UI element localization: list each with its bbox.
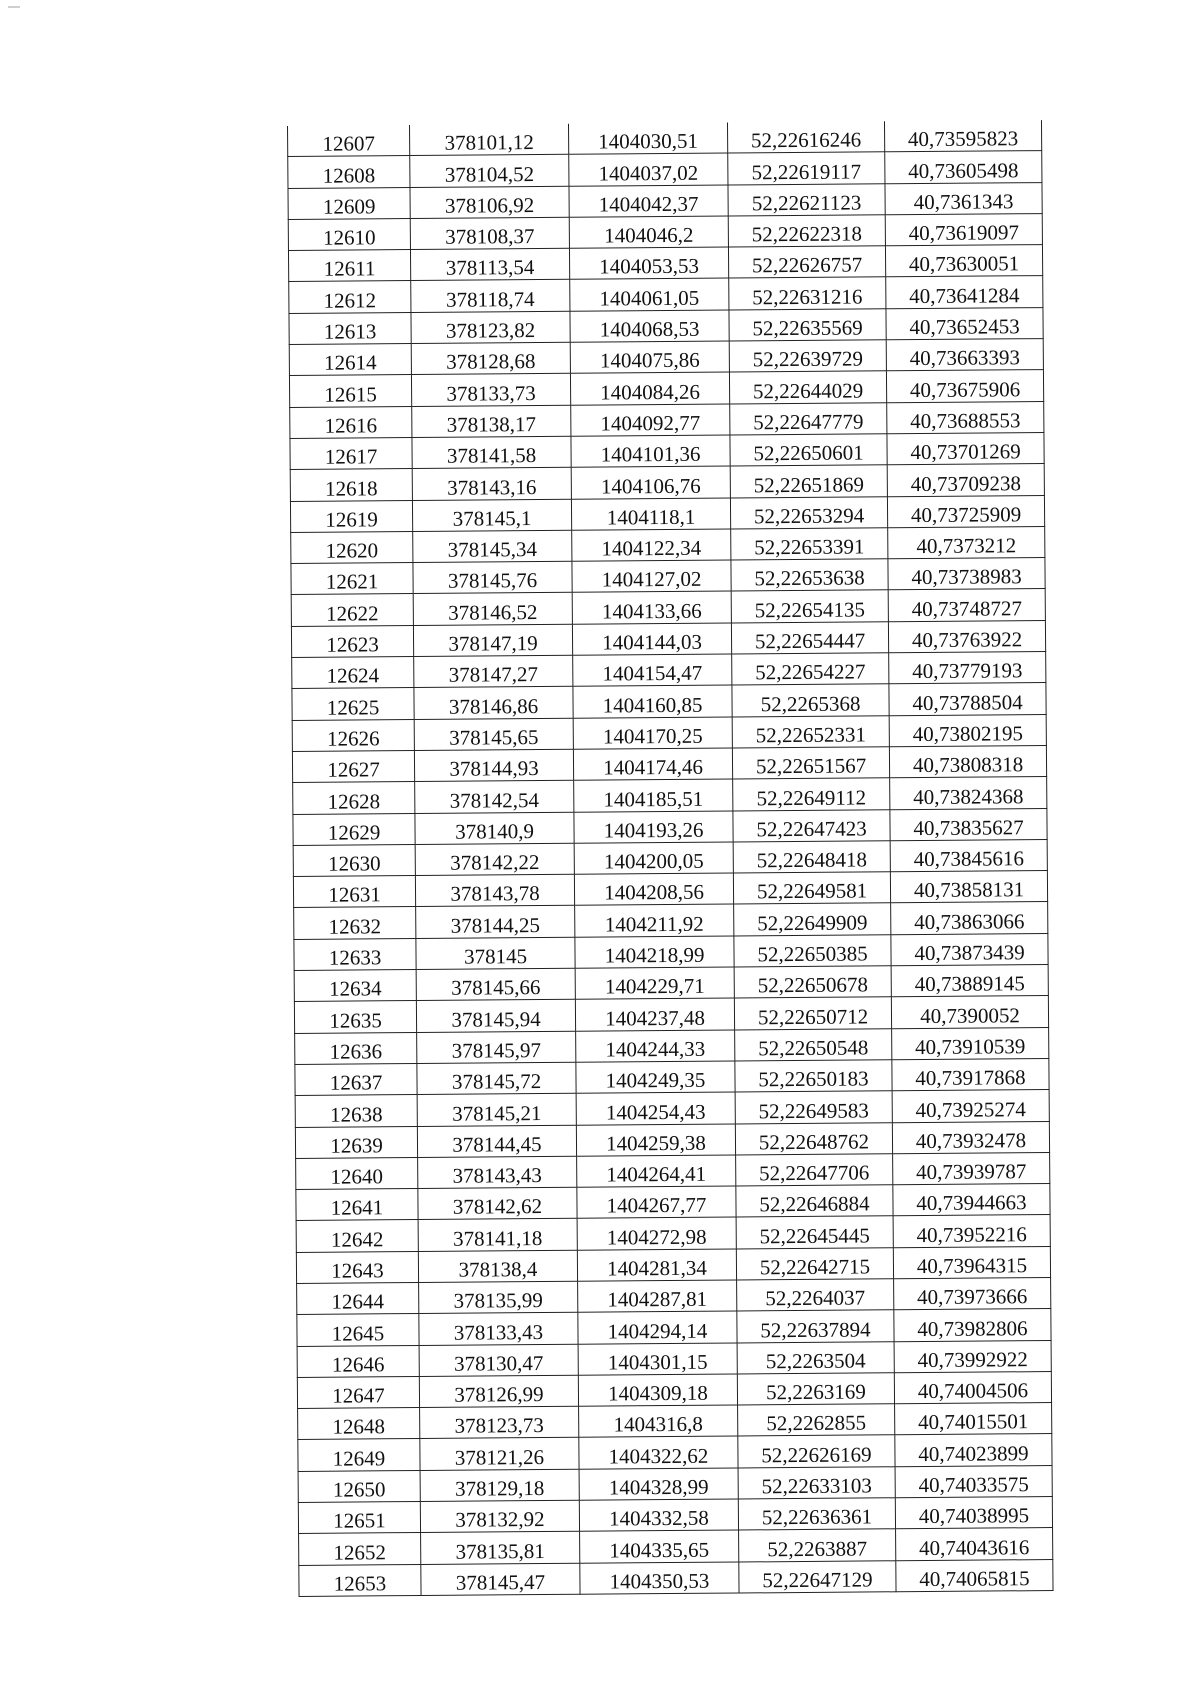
table-row [296, 1184, 1050, 1221]
x-coordinate-cell: 378141,58 [412, 436, 571, 469]
latitude-cell: 52,22651869 [730, 465, 887, 498]
y-coordinate-cell: 1404294,14 [578, 1311, 737, 1344]
x-coordinate-cell: 378130,47 [419, 1344, 578, 1377]
latitude-cell: 52,22646884 [736, 1185, 893, 1218]
y-coordinate-cell: 1404170,25 [573, 717, 732, 750]
table-row [292, 714, 1046, 751]
latitude-cell: 52,22651567 [732, 747, 889, 780]
longitude-cell: 40,73779193 [889, 652, 1046, 685]
y-coordinate-cell: 1404218,99 [575, 936, 734, 969]
table-row [288, 182, 1042, 219]
point-number-cell: 12631 [293, 876, 415, 908]
y-coordinate-cell: 1404174,46 [573, 748, 732, 781]
table-row [291, 620, 1045, 657]
y-coordinate-cell: 1404301,15 [578, 1343, 737, 1376]
point-number-cell: 12641 [296, 1189, 418, 1221]
x-coordinate-cell: 378142,54 [415, 781, 574, 814]
table-row [297, 1371, 1051, 1408]
longitude-cell: 40,73889145 [891, 965, 1048, 998]
point-number-cell: 12621 [291, 563, 413, 595]
longitude-cell: 40,73595823 [884, 120, 1041, 152]
table-row [292, 683, 1046, 720]
x-coordinate-cell: 378143,78 [415, 874, 574, 907]
longitude-cell: 40,73652453 [886, 307, 1043, 340]
latitude-cell: 52,22621123 [728, 183, 885, 216]
latitude-cell: 52,22642715 [736, 1247, 893, 1280]
point-number-cell: 12650 [298, 1470, 420, 1502]
point-number-cell: 12615 [289, 375, 411, 407]
y-coordinate-cell: 1404200,05 [574, 842, 733, 875]
longitude-cell: 40,73863066 [891, 902, 1048, 935]
y-coordinate-cell: 1404037,02 [569, 153, 728, 186]
latitude-cell: 52,2262855 [738, 1404, 895, 1437]
y-coordinate-cell: 1404211,92 [575, 904, 734, 937]
x-coordinate-cell: 378106,92 [410, 186, 569, 219]
latitude-cell: 52,22645445 [736, 1216, 893, 1249]
x-coordinate-cell: 378143,16 [412, 468, 571, 501]
longitude-cell: 40,73808318 [889, 745, 1046, 778]
longitude-cell: 40,73982806 [894, 1309, 1051, 1342]
table-row [297, 1309, 1051, 1346]
y-coordinate-cell: 1404193,26 [574, 811, 733, 844]
table-row [289, 370, 1043, 407]
longitude-cell: 40,74043616 [896, 1528, 1053, 1561]
point-number-cell: 12648 [298, 1408, 420, 1440]
latitude-cell: 52,22626757 [728, 246, 885, 279]
y-coordinate-cell: 1404287,81 [578, 1280, 737, 1313]
y-coordinate-cell: 1404106,76 [571, 466, 730, 499]
table-row [290, 464, 1044, 501]
point-number-cell: 12640 [296, 1157, 418, 1189]
latitude-cell: 52,22654227 [732, 653, 889, 686]
point-number-cell: 12617 [290, 437, 412, 469]
x-coordinate-cell: 378145,47 [421, 1563, 580, 1596]
latitude-cell: 52,22626169 [738, 1435, 895, 1468]
longitude-cell: 40,73992922 [894, 1340, 1051, 1373]
longitude-cell: 40,73788504 [889, 683, 1046, 716]
y-coordinate-cell: 1404046,2 [569, 216, 728, 249]
x-coordinate-cell: 378113,54 [410, 248, 569, 281]
x-coordinate-cell: 378121,26 [420, 1438, 579, 1471]
point-number-cell: 12651 [298, 1502, 420, 1534]
longitude-cell: 40,73802195 [889, 714, 1046, 747]
point-number-cell: 12645 [297, 1314, 419, 1346]
table-row [293, 839, 1047, 876]
point-number-cell: 12623 [291, 625, 413, 657]
table-row [290, 401, 1044, 438]
point-number-cell: 12627 [292, 750, 414, 782]
table-row [291, 526, 1045, 563]
longitude-cell: 40,74033575 [895, 1465, 1052, 1498]
longitude-cell: 40,73663393 [886, 339, 1043, 372]
point-number-cell: 12619 [290, 500, 412, 532]
point-number-cell: 12636 [295, 1032, 417, 1064]
table-row [292, 745, 1046, 782]
latitude-cell: 52,22636361 [738, 1498, 895, 1531]
longitude-cell: 40,73932478 [892, 1121, 1049, 1154]
x-coordinate-cell: 378128,68 [411, 342, 570, 375]
x-coordinate-cell: 378118,74 [411, 280, 570, 313]
longitude-cell: 40,73845616 [890, 839, 1047, 872]
y-coordinate-cell: 1404101,36 [571, 435, 730, 468]
table-row [295, 1090, 1049, 1127]
y-coordinate-cell: 1404185,51 [574, 779, 733, 812]
y-coordinate-cell: 1404068,53 [570, 310, 729, 343]
latitude-cell: 52,2263887 [739, 1529, 896, 1562]
point-number-cell: 12633 [294, 938, 416, 970]
point-number-cell: 12630 [293, 844, 415, 876]
point-number-cell: 12635 [294, 1001, 416, 1033]
longitude-cell: 40,73605498 [885, 151, 1042, 184]
longitude-cell: 40,7390052 [891, 996, 1048, 1029]
x-coordinate-cell: 378138,4 [418, 1250, 577, 1283]
latitude-cell: 52,2265368 [732, 684, 889, 717]
point-number-cell: 12618 [290, 469, 412, 501]
table-row [289, 339, 1043, 376]
longitude-cell: 40,74015501 [895, 1403, 1052, 1436]
y-coordinate-cell: 1404316,8 [579, 1405, 738, 1438]
longitude-cell: 40,73824368 [890, 777, 1047, 810]
y-coordinate-cell: 1404328,99 [579, 1468, 738, 1501]
latitude-cell: 52,22652331 [732, 715, 889, 748]
table-row [296, 1152, 1050, 1189]
x-coordinate-cell: 378140,9 [415, 812, 574, 845]
x-coordinate-cell: 378147,27 [414, 655, 573, 688]
x-coordinate-cell: 378142,22 [415, 843, 574, 876]
x-coordinate-cell: 378143,43 [418, 1156, 577, 1189]
table-row [295, 1058, 1049, 1095]
latitude-cell: 52,2263169 [737, 1373, 894, 1406]
y-coordinate-cell: 1404118,1 [571, 498, 730, 531]
x-coordinate-cell: 378145,1 [412, 499, 571, 532]
table-row [290, 433, 1044, 470]
page-corner-mark [8, 6, 20, 8]
point-number-cell: 12616 [290, 406, 412, 438]
y-coordinate-cell: 1404322,62 [579, 1436, 738, 1469]
y-coordinate-cell: 1404267,77 [577, 1186, 736, 1219]
latitude-cell: 52,22647706 [736, 1154, 893, 1187]
longitude-cell: 40,73964315 [893, 1246, 1050, 1279]
latitude-cell: 52,22653638 [731, 559, 888, 592]
point-number-cell: 12620 [291, 531, 413, 563]
latitude-cell: 52,22635569 [729, 309, 886, 342]
point-number-cell: 12639 [295, 1126, 417, 1158]
latitude-cell: 52,22650385 [734, 935, 891, 968]
y-coordinate-cell: 1404254,43 [576, 1092, 735, 1125]
x-coordinate-cell: 378145 [416, 937, 575, 970]
y-coordinate-cell: 1404259,38 [576, 1124, 735, 1157]
y-coordinate-cell: 1404335,65 [580, 1530, 739, 1563]
point-number-cell: 12638 [295, 1095, 417, 1127]
point-number-cell: 12647 [297, 1376, 419, 1408]
table-row [288, 213, 1042, 250]
longitude-cell: 40,73917868 [892, 1058, 1049, 1091]
longitude-cell: 40,73709238 [887, 464, 1044, 497]
table-row [293, 777, 1047, 814]
table-row [292, 652, 1046, 689]
longitude-cell: 40,7361343 [885, 182, 1042, 215]
y-coordinate-cell: 1404281,34 [577, 1249, 736, 1282]
x-coordinate-cell: 378145,65 [414, 718, 573, 751]
longitude-cell: 40,73910539 [892, 1027, 1049, 1060]
table-row [289, 276, 1043, 313]
y-coordinate-cell: 1404154,47 [573, 654, 732, 687]
latitude-cell: 52,22648762 [735, 1122, 892, 1155]
y-coordinate-cell: 1404127,02 [572, 560, 731, 593]
table-row [299, 1559, 1053, 1596]
point-number-cell: 12632 [294, 907, 416, 939]
point-number-cell: 12612 [289, 281, 411, 313]
x-coordinate-cell: 378145,94 [416, 1000, 575, 1033]
table-row [295, 1121, 1049, 1158]
latitude-cell: 52,22648418 [733, 841, 890, 874]
table-row [293, 871, 1047, 908]
y-coordinate-cell: 1404084,26 [570, 372, 729, 405]
point-number-cell: 12642 [296, 1220, 418, 1252]
table-row [295, 1027, 1049, 1064]
x-coordinate-cell: 378147,19 [413, 624, 572, 657]
longitude-cell: 40,73925274 [892, 1090, 1049, 1123]
longitude-cell: 40,74038995 [895, 1497, 1052, 1530]
x-coordinate-cell: 378141,18 [418, 1219, 577, 1252]
latitude-cell: 52,22619117 [728, 152, 885, 185]
coordinates-table-body [287, 120, 1053, 1596]
point-number-cell: 12653 [299, 1564, 421, 1596]
y-coordinate-cell: 1404053,53 [569, 247, 728, 280]
x-coordinate-cell: 378144,45 [417, 1125, 576, 1158]
longitude-cell: 40,73701269 [887, 433, 1044, 466]
x-coordinate-cell: 378129,18 [420, 1469, 579, 1502]
latitude-cell: 52,22616246 [727, 121, 884, 153]
y-coordinate-cell: 1404332,58 [579, 1499, 738, 1532]
y-coordinate-cell: 1404229,71 [575, 967, 734, 1000]
longitude-cell: 40,74023899 [895, 1434, 1052, 1467]
longitude-cell: 40,73939787 [893, 1152, 1050, 1185]
latitude-cell: 52,22650712 [734, 997, 891, 1030]
y-coordinate-cell: 1404122,34 [572, 529, 731, 562]
longitude-cell: 40,73944663 [893, 1184, 1050, 1217]
table-row [296, 1215, 1050, 1252]
latitude-cell: 52,22647423 [733, 809, 890, 842]
latitude-cell: 52,22649581 [733, 872, 890, 905]
point-number-cell: 12611 [288, 250, 410, 282]
y-coordinate-cell: 1404144,03 [572, 623, 731, 656]
longitude-cell: 40,73973666 [894, 1278, 1051, 1311]
table-row [296, 1246, 1050, 1283]
y-coordinate-cell: 1404208,56 [574, 873, 733, 906]
latitude-cell: 52,22639729 [729, 340, 886, 373]
latitude-cell: 52,2264037 [737, 1279, 894, 1312]
longitude-cell: 40,73630051 [885, 245, 1042, 278]
longitude-cell: 40,73688553 [887, 401, 1044, 434]
longitude-cell: 40,73619097 [885, 213, 1042, 246]
x-coordinate-cell: 378101,12 [409, 124, 568, 156]
table-row [294, 965, 1048, 1002]
x-coordinate-cell: 378146,86 [414, 687, 573, 720]
x-coordinate-cell: 378145,34 [413, 530, 572, 563]
longitude-cell: 40,73725909 [887, 495, 1044, 528]
latitude-cell: 52,22654447 [731, 622, 888, 655]
y-coordinate-cell: 1404264,41 [577, 1155, 736, 1188]
longitude-cell: 40,73641284 [886, 276, 1043, 309]
x-coordinate-cell: 378126,99 [419, 1375, 578, 1408]
latitude-cell: 52,22622318 [728, 215, 885, 248]
point-number-cell: 12652 [299, 1533, 421, 1565]
x-coordinate-cell: 378108,37 [410, 217, 569, 250]
latitude-cell: 52,22650183 [735, 1060, 892, 1093]
latitude-cell: 52,22653391 [731, 528, 888, 561]
table-row [290, 495, 1044, 532]
point-number-cell: 12625 [292, 688, 414, 720]
table-row [297, 1278, 1051, 1315]
latitude-cell: 52,2263504 [737, 1341, 894, 1374]
x-coordinate-cell: 378142,62 [418, 1187, 577, 1220]
table-row [288, 151, 1042, 188]
y-coordinate-cell: 1404244,33 [576, 1030, 735, 1063]
y-coordinate-cell: 1404133,66 [572, 591, 731, 624]
x-coordinate-cell: 378138,17 [412, 405, 571, 438]
x-coordinate-cell: 378145,76 [413, 561, 572, 594]
point-number-cell: 12622 [291, 594, 413, 626]
latitude-cell: 52,22633103 [738, 1467, 895, 1500]
longitude-cell: 40,73858131 [890, 871, 1047, 904]
x-coordinate-cell: 378135,81 [421, 1532, 580, 1565]
table-row [298, 1434, 1052, 1471]
point-number-cell: 12624 [292, 657, 414, 689]
point-number-cell: 12613 [289, 312, 411, 344]
x-coordinate-cell: 378145,97 [417, 1031, 576, 1064]
point-number-cell: 12634 [294, 970, 416, 1002]
y-coordinate-cell: 1404030,51 [568, 123, 727, 155]
latitude-cell: 52,22637894 [737, 1310, 894, 1343]
y-coordinate-cell: 1404092,77 [571, 404, 730, 437]
longitude-cell: 40,73675906 [886, 370, 1043, 403]
table-row [299, 1528, 1053, 1565]
point-number-cell: 12646 [297, 1345, 419, 1377]
table-row [291, 589, 1045, 626]
longitude-cell: 40,73835627 [890, 808, 1047, 841]
point-number-cell: 12607 [287, 125, 409, 157]
longitude-cell: 40,73952216 [893, 1215, 1050, 1248]
point-number-cell: 12608 [288, 156, 410, 188]
x-coordinate-cell: 378145,72 [417, 1062, 576, 1095]
point-number-cell: 12609 [288, 187, 410, 219]
table-row [298, 1497, 1052, 1534]
longitude-cell: 40,73738983 [888, 558, 1045, 591]
y-coordinate-cell: 1404249,35 [576, 1061, 735, 1094]
x-coordinate-cell: 378123,73 [420, 1406, 579, 1439]
x-coordinate-cell: 378144,93 [414, 749, 573, 782]
table-row [293, 808, 1047, 845]
latitude-cell: 52,22644029 [729, 371, 886, 404]
x-coordinate-cell: 378133,43 [419, 1313, 578, 1346]
point-number-cell: 12629 [293, 813, 415, 845]
point-number-cell: 12637 [295, 1063, 417, 1095]
longitude-cell: 40,73763922 [888, 620, 1045, 653]
point-number-cell: 12644 [297, 1282, 419, 1314]
latitude-cell: 52,22647129 [739, 1560, 896, 1593]
table-row [294, 902, 1048, 939]
longitude-cell: 40,74065815 [896, 1559, 1053, 1592]
latitude-cell: 52,22650548 [735, 1028, 892, 1061]
point-number-cell: 12614 [289, 344, 411, 376]
x-coordinate-cell: 378133,73 [411, 374, 570, 407]
y-coordinate-cell: 1404160,85 [573, 685, 732, 718]
table-row [288, 245, 1042, 282]
point-number-cell: 12610 [288, 218, 410, 250]
point-number-cell: 12628 [293, 782, 415, 814]
table-row [291, 558, 1045, 595]
x-coordinate-cell: 378144,25 [416, 906, 575, 939]
y-coordinate-cell: 1404075,86 [570, 341, 729, 374]
x-coordinate-cell: 378123,82 [411, 311, 570, 344]
y-coordinate-cell: 1404237,48 [575, 998, 734, 1031]
x-coordinate-cell: 378135,99 [419, 1281, 578, 1314]
point-number-cell: 12626 [292, 719, 414, 751]
y-coordinate-cell: 1404042,37 [569, 185, 728, 218]
x-coordinate-cell: 378132,92 [420, 1500, 579, 1533]
latitude-cell: 52,22631216 [729, 277, 886, 310]
longitude-cell: 40,73873439 [891, 933, 1048, 966]
x-coordinate-cell: 378146,52 [413, 593, 572, 626]
table-row [298, 1465, 1052, 1502]
table-row [297, 1340, 1051, 1377]
point-number-cell: 12643 [296, 1251, 418, 1283]
latitude-cell: 52,22649583 [735, 1091, 892, 1124]
longitude-cell: 40,73748727 [888, 589, 1045, 622]
x-coordinate-cell: 378145,66 [416, 968, 575, 1001]
y-coordinate-cell: 1404061,05 [570, 279, 729, 312]
table-row [294, 996, 1048, 1033]
table-row [289, 307, 1043, 344]
latitude-cell: 52,22654135 [731, 590, 888, 623]
longitude-cell: 40,7373212 [888, 526, 1045, 559]
y-coordinate-cell: 1404350,53 [580, 1562, 739, 1595]
point-number-cell: 12649 [298, 1439, 420, 1471]
table-row [294, 933, 1048, 970]
table-row [298, 1403, 1052, 1440]
latitude-cell: 52,22649909 [734, 903, 891, 936]
latitude-cell: 52,22647779 [730, 402, 887, 435]
y-coordinate-cell: 1404309,18 [578, 1374, 737, 1407]
latitude-cell: 52,22649112 [733, 778, 890, 811]
y-coordinate-cell: 1404272,98 [577, 1217, 736, 1250]
x-coordinate-cell: 378145,21 [417, 1093, 576, 1126]
x-coordinate-cell: 378104,52 [410, 155, 569, 188]
latitude-cell: 52,22653294 [730, 496, 887, 529]
latitude-cell: 52,22650678 [734, 966, 891, 999]
latitude-cell: 52,22650601 [730, 434, 887, 467]
coordinates-table [287, 120, 1054, 1597]
longitude-cell: 40,74004506 [894, 1371, 1051, 1404]
